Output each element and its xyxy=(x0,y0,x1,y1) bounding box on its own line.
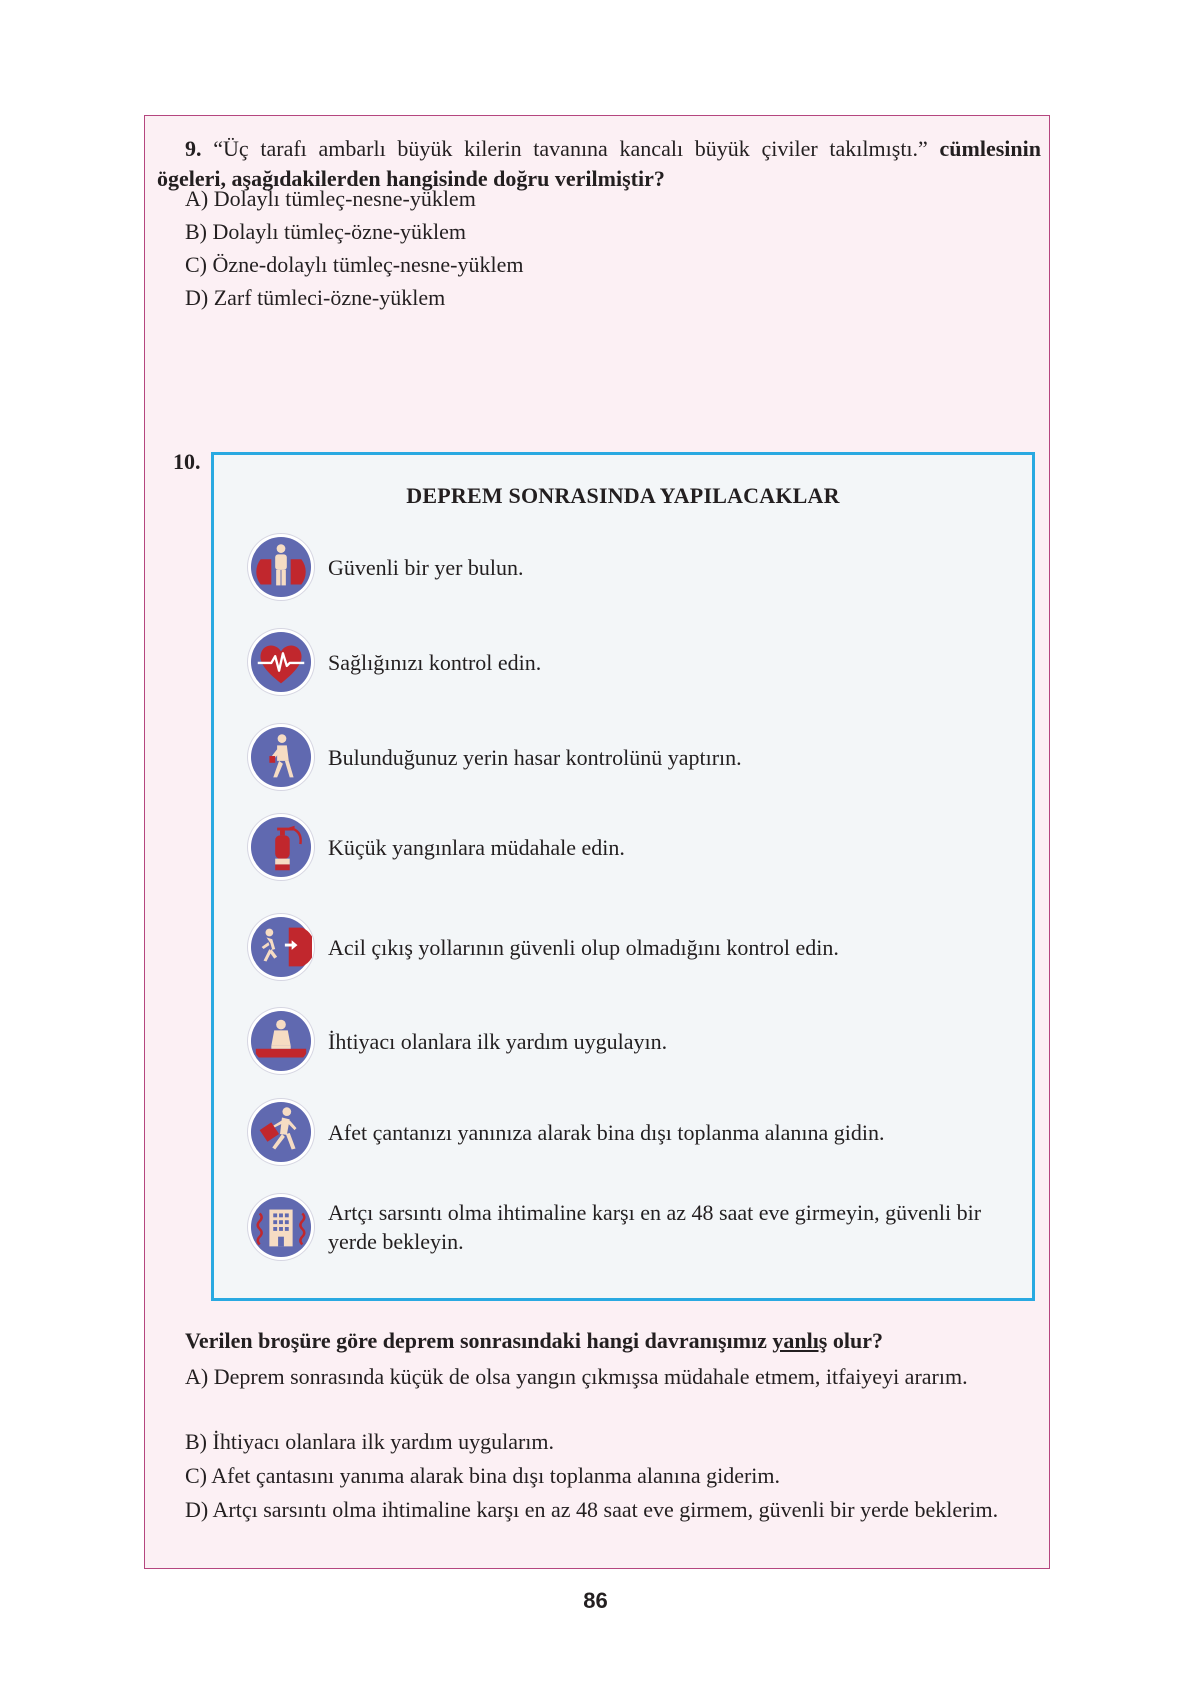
q9-option-a: A) Dolaylı tümleç-nesne-yüklem xyxy=(185,186,476,211)
q10-number: 10. xyxy=(173,449,201,474)
brochure-item-text: Sağlığınızı kontrol edin. xyxy=(328,649,542,675)
page-number: 86 xyxy=(583,1588,608,1613)
brochure-item-text: Afet çantanızı yanınıza alarak bina dışı toplanma alanına gidin. xyxy=(328,1119,885,1145)
safe-place-icon xyxy=(248,534,314,600)
inspection-person-icon xyxy=(248,724,314,790)
brochure-item xyxy=(248,914,1018,980)
q10-option-d xyxy=(157,1495,1041,1525)
heart-pulse-icon xyxy=(248,629,314,695)
q10-option-b xyxy=(157,1427,1041,1457)
q10-option-a-text: A) Deprem sonrasında küçük de olsa yangın çıkmışsa müdahale etmem, itfaiyeyi ararım. xyxy=(185,1364,968,1389)
brochure-item-text: Acil çıkış yollarının güvenli olup olmadığını kontrol edin. xyxy=(328,934,839,960)
q9-option-d: D) Zarf tümleci-özne-yüklem xyxy=(185,285,446,310)
brochure xyxy=(211,452,1035,1301)
q10-option-c xyxy=(157,1461,1041,1491)
q9-stem-bold: cümlesinin ögeleri, aşağıdakilerden hangisinde doğru verilmiştir? xyxy=(157,136,1041,191)
q10-stem-pre: Verilen broşüre göre deprem sonrasındaki hangi davranışımız xyxy=(185,1328,773,1353)
brochure-item xyxy=(248,724,1018,790)
brochure-item-text: Artçı sarsıntı olma ihtimaline karşı en az 48 saat eve girmeyin, güvenli bir yerde bekleyin. xyxy=(328,1200,982,1254)
brochure-item xyxy=(248,1194,1018,1260)
q10-stem xyxy=(185,1328,883,1354)
brochure-item xyxy=(248,534,1018,600)
brochure-title: DEPREM SONRASINDA YAPILACAKLAR xyxy=(406,483,840,508)
q10-option-d-text: D) Artçı sarsıntı olma ihtimaline karşı en az 48 saat eve girmem, güvenli bir yerde beklerim. xyxy=(185,1497,999,1522)
emergency-exit-icon xyxy=(248,914,314,980)
brochure-item xyxy=(248,629,1018,695)
running-with-bag-icon xyxy=(248,1099,314,1165)
q10-option-a xyxy=(157,1362,1041,1392)
q9-option-b: B) Dolaylı tümleç-özne-yüklem xyxy=(185,219,467,244)
building-shaking-icon xyxy=(248,1194,314,1260)
q10-option-c-text: C) Afet çantasını yanıma alarak bina dışı toplanma alanına giderim. xyxy=(185,1463,781,1488)
q10-stem-underlined: yanlış xyxy=(772,1328,828,1353)
q9-number: 9. xyxy=(185,136,202,161)
brochure-item-text: Güvenli bir yer bulun. xyxy=(328,554,524,580)
fire-extinguisher-icon xyxy=(248,814,314,880)
q9-option-c: C) Özne-dolaylı tümleç-nesne-yüklem xyxy=(185,252,524,277)
question-frame xyxy=(144,115,1050,1569)
brochure-item xyxy=(248,1008,1018,1074)
brochure-item xyxy=(248,814,1018,880)
q10-option-b-text: B) İhtiyacı olanlara ilk yardım uygularım. xyxy=(185,1429,555,1454)
q10-stem-post: olur? xyxy=(827,1328,883,1353)
first-aid-icon xyxy=(248,1008,314,1074)
brochure-item-text: Bulunduğunuz yerin hasar kontrolünü yaptırın. xyxy=(328,744,742,770)
brochure-item-text: İhtiyacı olanlara ilk yardım uygulayın. xyxy=(328,1028,668,1054)
brochure-item xyxy=(248,1099,1018,1165)
brochure-item-text: Küçük yangınlara müdahale edin. xyxy=(328,834,625,860)
q9-quote: “Üç tarafı ambarlı büyük kilerin tavanına kancalı büyük çiviler takılmıştı.” xyxy=(213,136,928,161)
